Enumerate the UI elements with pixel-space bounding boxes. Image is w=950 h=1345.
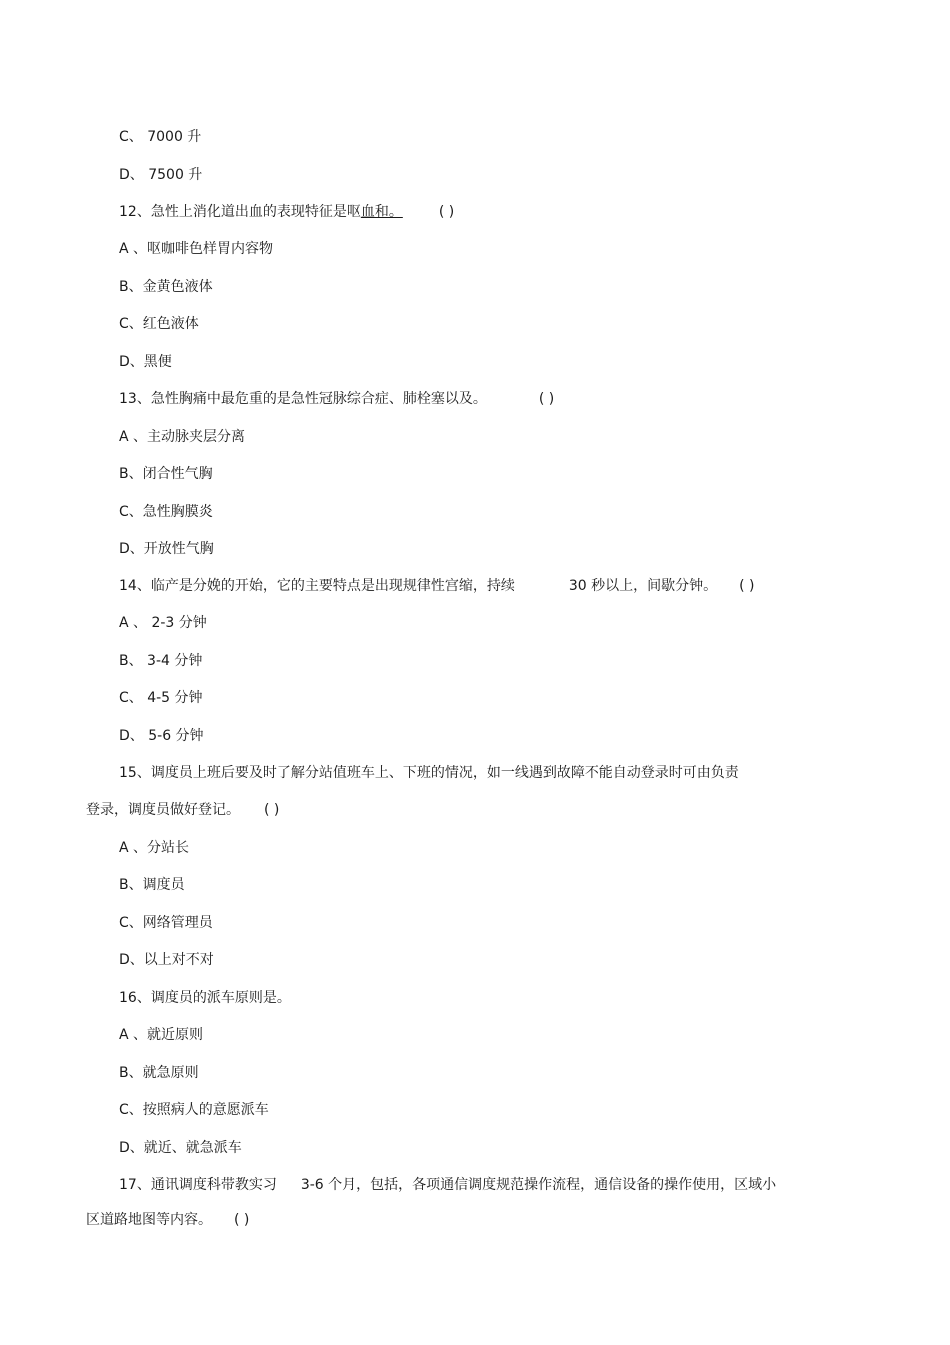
q17-stem-text-3: 区道路地图等内容。 [86,1212,212,1228]
q14-bracket: ( ) [739,578,755,594]
q12-stem-underlined: 血和。 [360,204,403,220]
q12-option-c: C、红色液体 [119,316,199,332]
q12-stem-text: 12、急性上消化道出血的表现特征是呕 [119,204,361,220]
q15-option-b: B、调度员 [119,877,185,893]
q13-option-a: A 、主动脉夹层分离 [119,429,246,445]
q15-option-a: A 、分站长 [119,840,190,856]
q16-option-a: A 、就近原则 [119,1027,204,1043]
q13-option-c: C、急性胸膜炎 [119,504,213,520]
q13-option-d: D、开放性气胸 [119,541,214,557]
q16-stem: 16、调度员的派车原则是。 [119,990,291,1006]
q16-option-b: B、就急原则 [119,1065,199,1081]
q16-option-c: C、按照病人的意愿派车 [119,1102,269,1118]
q17-stem-text-2: 3-6 个月，包括，各项通信调度规范操作流程，通信设备的操作使用，区域小 [300,1177,777,1193]
q15-option-d: D、以上对不对 [119,952,214,968]
q12-bracket: ( ) [438,204,455,220]
q14-option-b: B、 3-4 分钟 [119,653,203,669]
q13-bracket: ( ) [538,391,555,407]
q12-stem [119,203,454,221]
q17-stem-line1 [119,1176,776,1194]
q11-option-c: C、 7000 升 [119,129,202,145]
q17-stem-text-1: 17、通讯调度科带教实习 [119,1177,277,1193]
q15-bracket: ( ) [264,802,280,818]
q11-option-d: D、 7500 升 [119,167,203,183]
q14-stem-text-1: 14、临产是分娩的开始，它的主要特点是出现规律性宫缩，持续 [119,578,515,594]
q14-stem [119,577,754,595]
q17-bracket: ( ) [234,1212,250,1228]
q15-option-c: C、网络管理员 [119,915,213,931]
q13-stem-text: 13、急性胸痛中最危重的是急性冠脉综合症、肺栓塞以及。 [119,391,487,407]
q14-option-d: D、 5-6 分钟 [119,728,204,744]
q12-option-b: B、金黄色液体 [119,279,213,295]
q15-stem-line2 [86,801,279,819]
q16-option-d: D、就近、就急派车 [119,1140,242,1156]
q13-stem [119,390,554,408]
q15-stem-line1: 15、调度员上班后要及时了解分站值班车上、下班的情况，如一线遇到故障不能自动登录时可由负责 [119,765,739,781]
q15-stem-text: 登录，调度员做好登记。 [86,802,240,818]
q13-option-b: B、闭合性气胸 [119,466,213,482]
q14-stem-text-2: 30 秒以上，间歇分钟。 [568,578,718,594]
q14-option-a: A 、 2-3 分钟 [119,615,207,631]
q12-option-a: A 、呕咖啡色样胃内容物 [119,241,274,257]
q14-option-c: C、 4-5 分钟 [119,690,203,706]
q17-stem-line2 [86,1211,249,1229]
q12-option-d: D、黑便 [119,354,172,370]
